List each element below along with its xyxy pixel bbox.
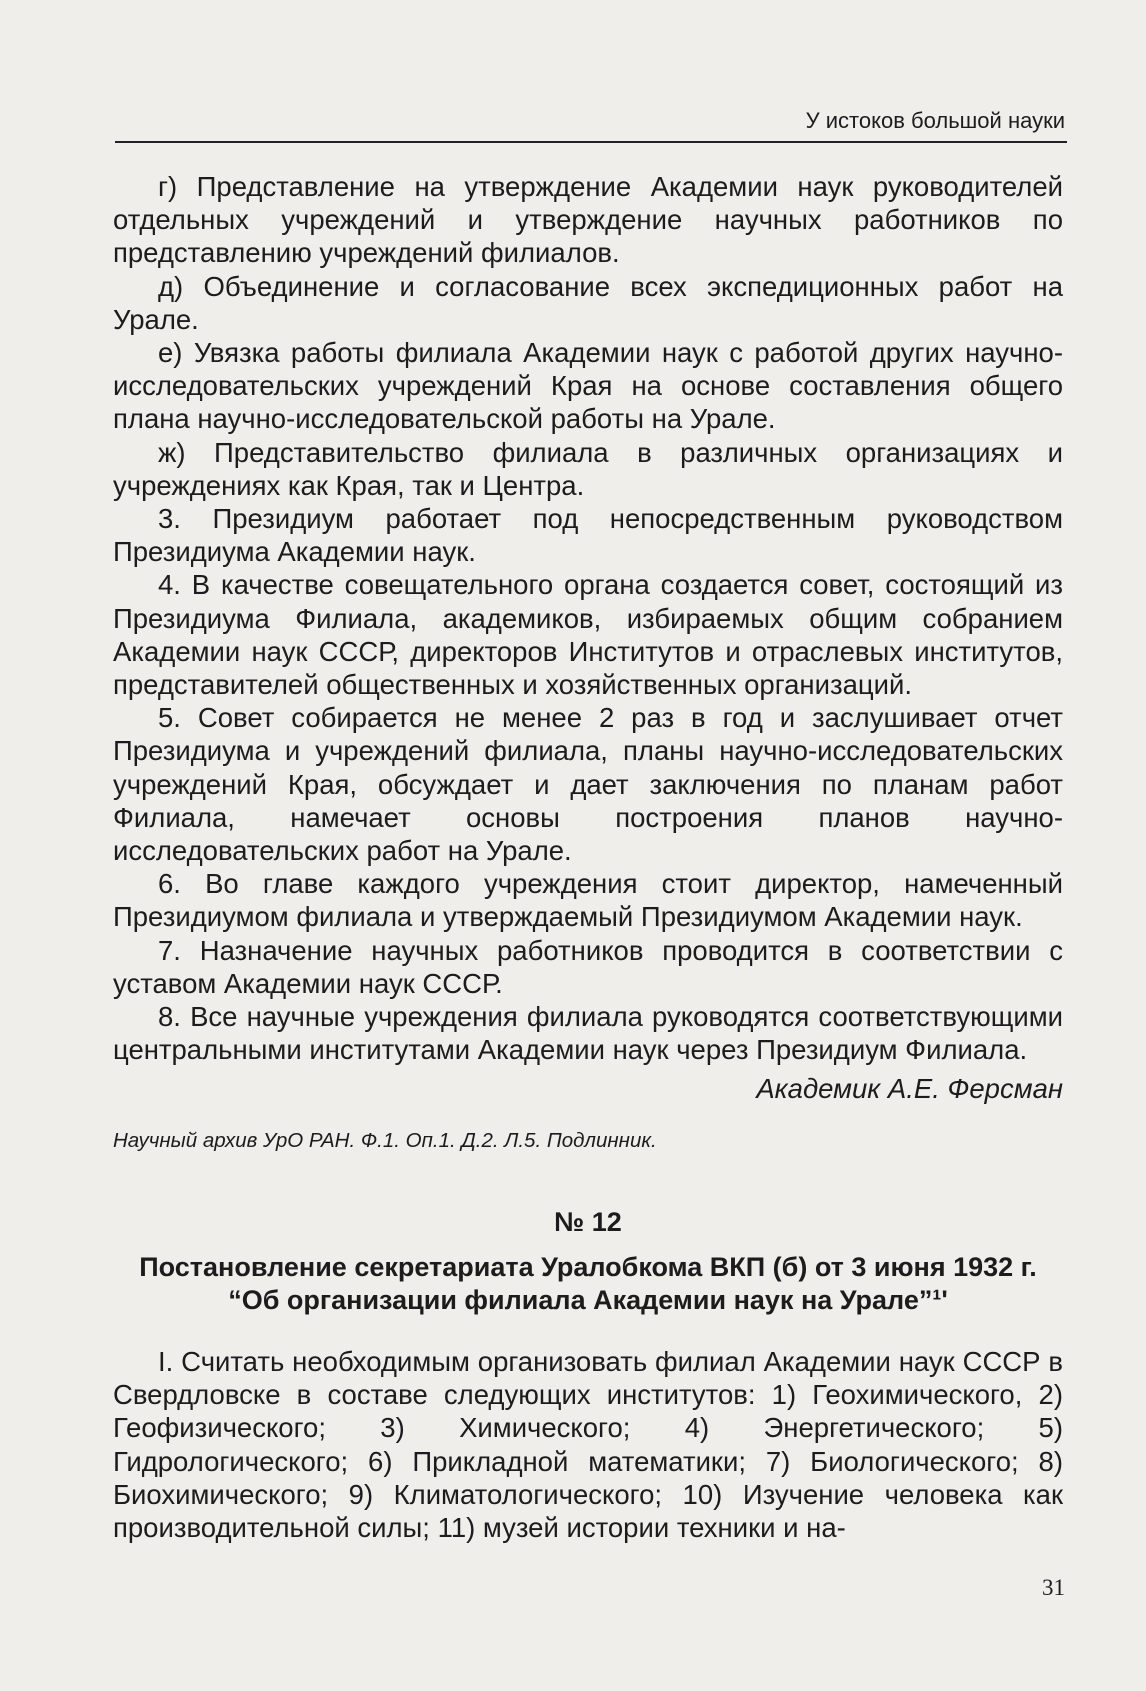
signature: Академик А.Е. Ферсман [756,1073,1063,1105]
paragraph-8: 8. Все научные учреждения филиала руководятся соответствующими центральными институтами Академии наук через Президиум Филиала. [113,1001,1063,1066]
paragraph-e: е) Увязка работы филиала Академии наук с работой других научно-исследовательских учреждений Края на основе составления общего плана научно-исследовательской работы на Урале. [113,337,1063,435]
paragraph-d: д) Объединение и согласование всех экспедиционных работ на Урале. [113,270,1063,335]
paragraph-6: 6. Во главе каждого учреждения стоит директор, намеченный Президиумом филиала и утверждаемый Президиумом Академии наук. [113,868,1063,933]
paragraph-g: г) Представление на утверждение Академии наук руководителей отдельных учреждений и утверждение научных работников по представлению учреждений филиалов. [113,171,1063,269]
paragraph-3: 3. Президиум работает под непосредственным руководством Президиума Академии наук. [113,503,1063,568]
paragraph-4: 4. В качестве совещательного органа создается совет, состоящий из Президиума Филиала, академиков, избираемых общим собранием Академии наук СССР, директоров Институтов и отраслевых институтов, представителей общественных и хозяйственных организаций. [113,569,1063,701]
page-number: 31 [1042,1575,1065,1600]
paragraph-resolution-1: I. Считать необходимым организовать филиал Академии наук СССР в Свердловске в составе следующих институтов: 1) Геохимического, 2) Геофизического; 3) Химического; 4) Энергетического; 5) Гидрологического; 6) Прикладной математики; 7) Биологического; 8) Биохимического; 9) Климатологического; 10) Изучение человека как производительной силы; 11) музей истории техники и на- [113,1345,1063,1543]
body-text [113,170,1063,1544]
document-title-line-1: Постановление секретариата Уралобкома ВКП (б) от 3 июня 1932 г. [139,1251,1037,1282]
paragraph-5: 5. Совет собирается не менее 2 раз в год и заслушивает отчет Президиума и учреждений филиала, планы научно-исследовательских учреждений Края, обсуждает и дает заключения по планам работ Филиала, намечает основы построения планов научно-исследовательских работ на Урале. [113,702,1063,867]
paragraph-zh: ж) Представительство филиала в различных организациях и учреждениях как Края, так и Центра. [113,436,1063,501]
running-header: У истоков большой науки [805,108,1065,133]
paragraph-7: 7. Назначение научных работников проводится в соответствии с уставом Академии наук СССР. [113,934,1063,999]
header-rule [115,141,1067,143]
document-number: № 12 [554,1206,622,1237]
document-title-line-2: “Об организации филиала Академии наук на Урале”¹' [228,1284,948,1315]
archive-reference: Научный архив УрО РАН. Ф.1. Оп.1. Д.2. Л.5. Подлинник. [113,1128,657,1152]
document-title [113,1251,1063,1317]
